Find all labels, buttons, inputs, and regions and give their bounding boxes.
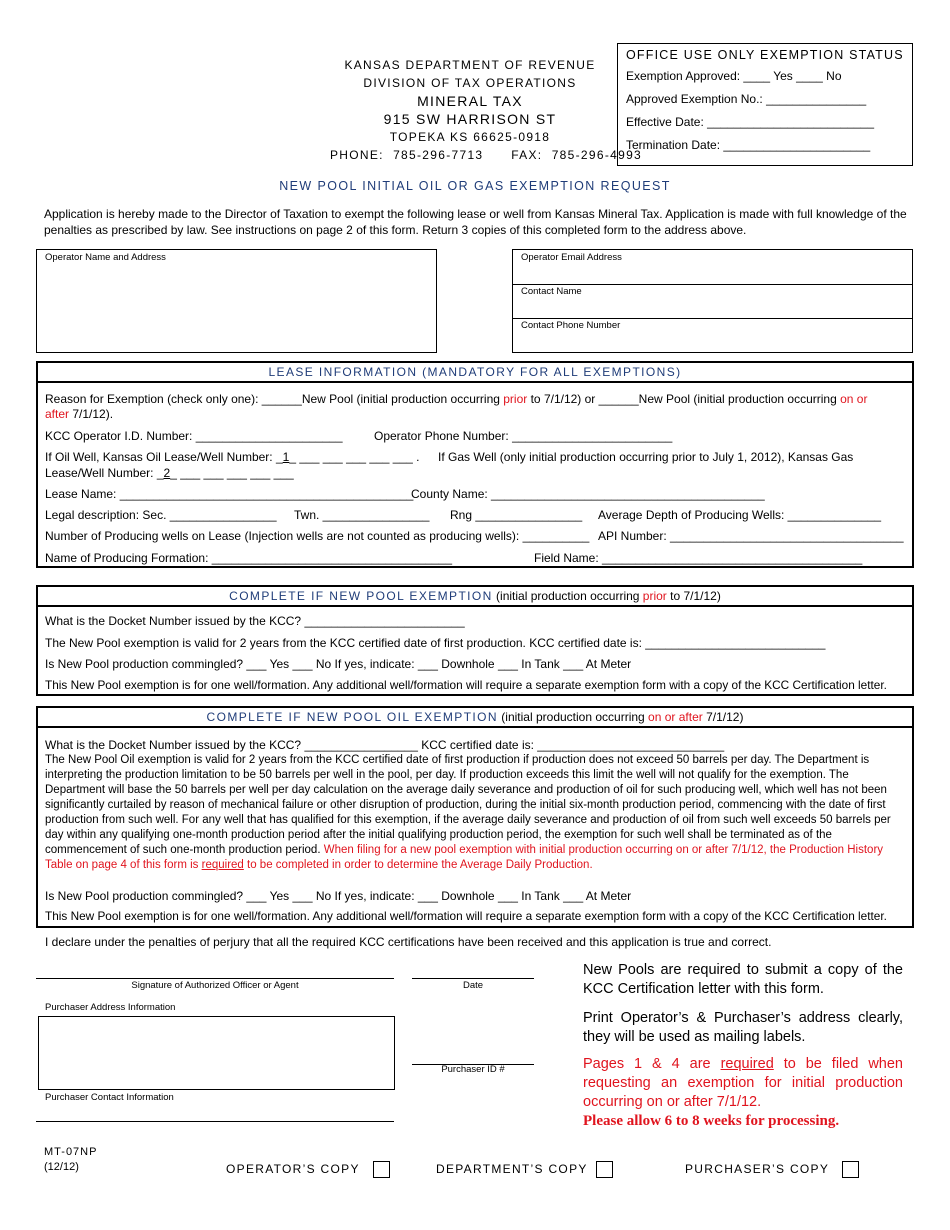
township-field[interactable]: Twn. ________________	[294, 508, 430, 522]
intro-text: Application is hereby made to the Director of Taxation to exempt the following lease or well from Kansas Mineral Tax. Application is made with full knowledge of the penalties as prescribed by law. See instructions on page 2 of this form. Return 3 copies of this completed form to the address above.	[44, 207, 907, 237]
purchaser-copy-checkbox[interactable]	[842, 1161, 859, 1178]
operator-name-address-label: Operator Name and Address	[45, 252, 166, 263]
form-number: MT-07NP	[44, 1146, 98, 1158]
operator-contact-box	[512, 249, 913, 353]
npo-commingled-field[interactable]: Is New Pool production commingled? ___ Yes ___ No If yes, indicate: ___ Downhole ___ In Tank ___ At Meter	[45, 889, 632, 903]
signature-line[interactable]	[36, 978, 394, 979]
division-name: DIVISION OF TAX OPERATIONS	[363, 76, 577, 90]
operator-copy-label: OPERATOR’S COPY	[226, 1162, 360, 1176]
operator-phone-field[interactable]: Operator Phone Number: ________________________	[374, 429, 673, 443]
signature-label: Signature of Authorized Officer or Agent	[131, 980, 299, 991]
department-copy-label: DEPARTMENT’S COPY	[436, 1162, 588, 1176]
termination-date-field[interactable]: Termination Date: ______________________	[626, 138, 871, 152]
note-mailing-labels: Print Operator’s & Purchaser’s address clearly, they will be used as mailing labels.	[583, 1010, 903, 1045]
field-name-field[interactable]: Field Name: _______________________________________	[534, 551, 863, 565]
new-pool-heading: COMPLETE IF NEW POOL EXEMPTION (initial production occurring prior to 7/1/12)	[36, 585, 914, 607]
purchaser-address-label: Purchaser Address Information	[45, 1002, 176, 1013]
form-revision: (12/12)	[44, 1161, 79, 1173]
county-name-field[interactable]: County Name: _________________________________________	[411, 487, 765, 501]
lease-name-field[interactable]: Lease Name: ____________________________________________	[45, 487, 414, 501]
npo-one-well-note: This New Pool exemption is for one well/formation. Any additional well/formation will require a separate exemption form with a copy of the KCC Certification letter.	[45, 909, 887, 923]
producing-wells-count-field[interactable]: Number of Producing wells on Lease (Injection wells are not counted as producing wells): __________	[45, 529, 590, 543]
section-name: MINERAL TAX	[417, 93, 523, 109]
phone-fax: PHONE: 785-296-7713 FAX: 785-296-4993	[330, 148, 643, 162]
legal-section-field[interactable]: Legal description: Sec. ________________	[45, 508, 277, 522]
department-copy-checkbox[interactable]	[596, 1161, 613, 1178]
reason-for-exemption[interactable]: Reason for Exemption (check only one): ______New Pool (initial production occurring prior to 7/1/12) or ______New Pool (initial production occurring on or after 7/1/12).	[45, 392, 868, 421]
operator-name-address-box[interactable]	[36, 249, 437, 353]
range-field[interactable]: Rng ________________	[450, 508, 583, 522]
npo-docket-and-date-field[interactable]: What is the Docket Number issued by the KCC? _________________ KCC certified date is: ____________________________	[45, 738, 725, 752]
np-one-well-note: This New Pool exemption is for one well/formation. Any additional well/formation will require a separate exemption form with a copy of the KCC Certification letter.	[45, 678, 887, 692]
operator-email-label: Operator Email Address	[521, 252, 622, 263]
average-depth-field[interactable]: Average Depth of Producing Wells: ______________	[598, 508, 882, 522]
note-pages-required: Pages 1 & 4 are required to be filed when requesting an exemption for initial production occurring on or after 7/1/12.	[583, 1056, 903, 1110]
city-address: TOPEKA KS 66625-0918	[389, 130, 551, 144]
purchaser-copy-label: PURCHASER’S COPY	[685, 1162, 830, 1176]
contact-phone-field[interactable]	[513, 318, 912, 352]
purchaser-contact-label: Purchaser Contact Information	[45, 1092, 174, 1103]
contact-name-label: Contact Name	[521, 286, 582, 297]
np-kcc-date-field[interactable]: The New Pool exemption is valid for 2 years from the KCC certified date of first production. KCC certified date is: ___________________________	[45, 636, 826, 650]
np-commingled-field[interactable]: Is New Pool production commingled? ___ Yes ___ No If yes, indicate: ___ Downhole ___ In Tank ___ At Meter	[45, 657, 632, 671]
street-address: 915 SW HARRISON ST	[383, 111, 557, 127]
declaration-text: I declare under the penalties of perjury that all the required KCC certifications have been received and this application is true and correct.	[45, 935, 772, 949]
lease-info-heading: LEASE INFORMATION (MANDATORY FOR ALL EXEMPTIONS)	[36, 361, 914, 383]
office-use-box	[617, 43, 913, 166]
purchaser-contact-line[interactable]	[36, 1121, 394, 1122]
agency-header	[330, 56, 643, 164]
date-label: Date	[462, 980, 484, 991]
agency-name: KANSAS DEPARTMENT OF REVENUE	[344, 58, 596, 72]
operator-email-field[interactable]	[513, 250, 912, 285]
api-number-field[interactable]: API Number: ___________________________________	[598, 529, 904, 543]
new-pool-oil-heading: COMPLETE IF NEW POOL OIL EXEMPTION (initial production occurring on or after 7/1/12)	[36, 706, 914, 728]
office-use-title: OFFICE USE ONLY EXEMPTION STATUS	[626, 48, 904, 62]
npo-rules-paragraph: The New Pool Oil exemption is valid for 2 years from the KCC certified date of first production if production does not exceed 50 barrels per day. The Department is interpreting the production limitation to be 50 barrels per well in the pool, per day. If production exceeds this limit the well will not qualify for the exemption. The Department will base the 50 barrels per well per day calculation on the average daily severance and production of oil for such producing well, which well has not been significantly curtailed by reason of mechanical failure or other disruption of production, during the initial six-month production period, commencing with the date of first production from such well. For any well that has qualified for this exemption, if the average daily severance and production of oil from such well exceeds 50 barrels per day within any qualifying one-month production period after the initial qualifying production period, the exemption for such well shall be terminated as of the commencement of such one-month production period. When filing for a new pool exemption with initial production occurring on or after 7/1/12, the Production History Table on page 4 of this form is required to be completed in order to determine the Average Daily Production.	[45, 754, 891, 871]
effective-date-field[interactable]: Effective Date: _________________________	[626, 115, 874, 129]
gas-well-label: If Gas Well (only initial production occurring prior to July 1, 2012), Kansas Gas	[438, 450, 854, 464]
approved-exemption-no-field[interactable]: Approved Exemption No.: _______________	[626, 92, 867, 106]
date-line[interactable]	[412, 978, 534, 979]
note-processing-time: Please allow 6 to 8 weeks for processing.	[583, 1113, 840, 1129]
kcc-operator-id-field[interactable]: KCC Operator I.D. Number: ______________________	[45, 429, 343, 443]
operator-copy-checkbox[interactable]	[373, 1161, 390, 1178]
form-title: NEW POOL INITIAL OIL OR GAS EXEMPTION REQUEST	[279, 179, 671, 193]
gas-lease-well-number-field[interactable]: Lease/Well Number: _2_ ___ ___ ___ ___ ___	[45, 466, 294, 480]
contact-name-field[interactable]	[513, 284, 912, 319]
purchaser-address-box[interactable]	[38, 1016, 395, 1090]
contact-phone-label: Contact Phone Number	[521, 320, 621, 331]
note-kcc-certification: New Pools are required to submit a copy of the KCC Certification letter with this form.	[583, 962, 903, 997]
oil-lease-well-number-field[interactable]: If Oil Well, Kansas Oil Lease/Well Number: _1_ ___ ___ ___ ___ ___ .	[45, 450, 420, 464]
np-docket-field[interactable]: What is the Docket Number issued by the KCC? ________________________	[45, 614, 465, 628]
exemption-approved-field[interactable]: Exemption Approved: ____ Yes ____ No	[626, 69, 842, 83]
purchaser-id-label: Purchaser ID #	[441, 1064, 505, 1075]
producing-formation-field[interactable]: Name of Producing Formation: ____________________________________	[45, 551, 452, 565]
